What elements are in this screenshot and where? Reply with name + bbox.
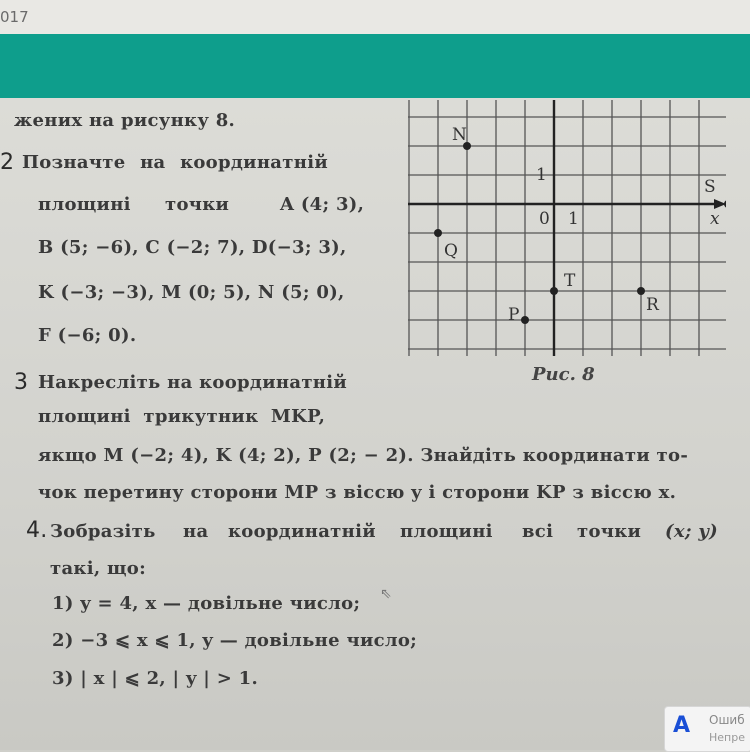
previous-line: жених на рисунку 8. [14, 110, 236, 131]
problem-4-line2: такі, що: [50, 558, 147, 579]
label-x-axis: x [710, 209, 720, 229]
problem-4-item1: 1) y = 4, x — довільне число; [52, 593, 361, 614]
label-N: N [452, 125, 467, 145]
problem-2-line2c: A (4; 3), [280, 194, 365, 215]
point-T [550, 287, 558, 295]
app-logo-icon: A [673, 713, 691, 738]
problem-4-item2: 2) −3 ⩽ x ⩽ 1, y — довільне число; [52, 630, 418, 651]
problem-3-line2: площині трикутник MKP, [38, 406, 326, 427]
label-P: P [508, 305, 520, 325]
problem-2-line1: Позначте на координатній [22, 152, 328, 173]
mouse-cursor-icon: ⇖ [380, 586, 392, 602]
problem-4-word4: площині [400, 521, 493, 542]
point-S [724, 200, 726, 208]
label-one-x: 1 [568, 209, 579, 229]
coordinate-grid-figure [408, 100, 726, 358]
problem-4-word2: на [183, 521, 209, 542]
problem-2-line2a: площині [38, 194, 131, 215]
point-P [521, 316, 529, 324]
label-one-y: 1 [536, 165, 547, 185]
widget-line1: Ошиб [709, 713, 745, 727]
point-R [637, 287, 645, 295]
problem-4-word6: точки [577, 521, 642, 542]
year-fragment: 017 [0, 8, 29, 26]
problem-2-line2b: точки [165, 194, 230, 215]
label-Q: Q [444, 241, 458, 261]
problem-4-word7: (x; y) [665, 521, 718, 542]
widget-line2: Непре [709, 731, 745, 744]
header-banner [0, 34, 750, 98]
label-R: R [646, 295, 659, 315]
label-T: T [564, 271, 576, 291]
problem-3-line4: чок перетину сторони MP з віссю y і сторони KP з віссю x. [38, 482, 677, 503]
problem-4-item3: 3) | x | ⩽ 2, | y | > 1. [52, 668, 259, 689]
figure-caption: Рис. 8 [532, 364, 595, 385]
problem-2-line5: F (−6; 0). [38, 325, 137, 346]
problem-4-word1: Зобразіть [50, 521, 156, 542]
problem-2-line4: K (−3; −3), M (0; 5), N (5; 0), [38, 282, 345, 303]
notification-widget[interactable] [664, 706, 750, 752]
label-S: S [704, 177, 716, 197]
top-status-bar [0, 0, 750, 34]
problem-3-number: 3 [14, 370, 29, 395]
problem-4-number: 4. [26, 518, 48, 543]
problem-3-line1: Накресліть на координатній [38, 372, 348, 393]
problem-2-number: 2 [0, 150, 15, 175]
problem-2-line3: B (5; −6), C (−2; 7), D(−3; 3), [38, 237, 347, 258]
point-Q [434, 229, 442, 237]
label-zero: 0 [539, 209, 550, 229]
problem-4-word3: координатній [228, 521, 376, 542]
problem-4-word5: всі [522, 521, 554, 542]
problem-3-line3: якщо M (−2; 4), K (4; 2), P (2; − 2). Знайдіть координати то- [38, 445, 689, 466]
